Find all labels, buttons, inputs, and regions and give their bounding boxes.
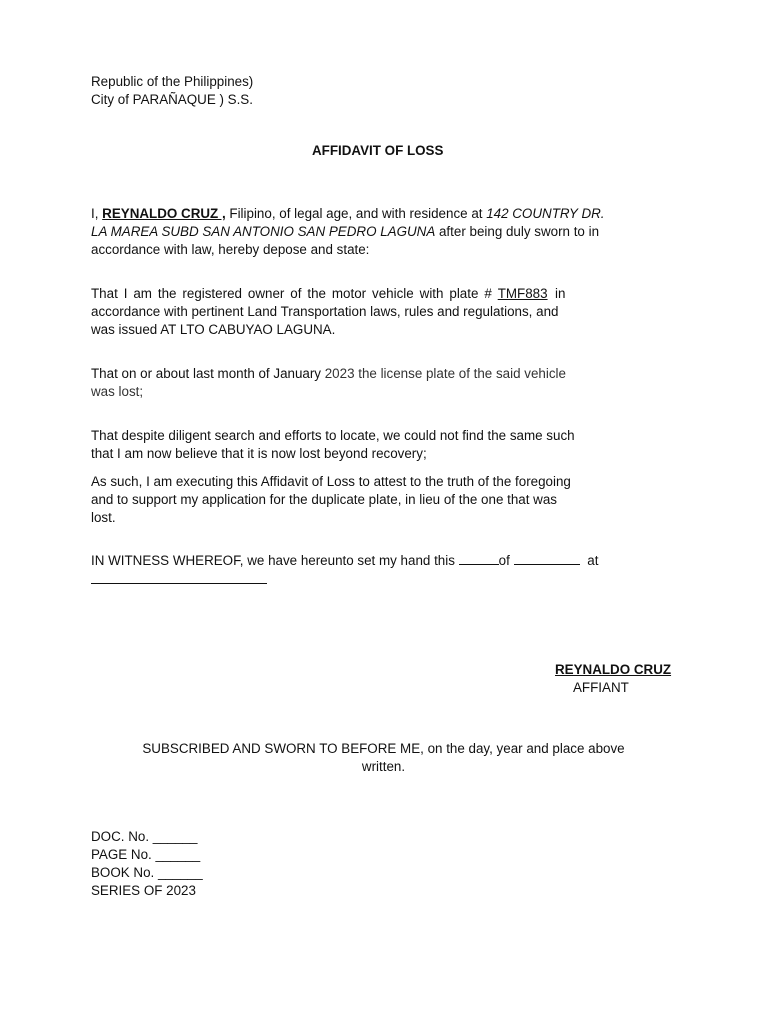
para1-prefix: I, — [91, 206, 103, 221]
para3-part1: That on or about last month of January — [91, 366, 325, 381]
para5-line3: lost. — [91, 510, 116, 525]
page-number: PAGE No. ______ — [91, 847, 201, 862]
jurat — [112, 740, 655, 776]
para3-line1 — [91, 365, 566, 383]
place-blank[interactable] — [91, 583, 267, 584]
month-blank[interactable] — [514, 552, 580, 565]
affiant-label: AFFIANT — [573, 680, 629, 695]
jurat-line2: written. — [361, 759, 406, 774]
para2-part1: That I am the registered owner of the motor vehicle with plate # — [91, 286, 498, 301]
para1-line1 — [91, 205, 605, 223]
affiant-name-inline: REYNALDO CRUZ , — [102, 206, 226, 221]
para1-after-address: after being duly sworn to in — [435, 224, 600, 239]
address-line1: 142 COUNTRY DR. — [486, 206, 605, 221]
para2-line3: was issued AT LTO CABUYAO LAGUNA. — [91, 322, 336, 337]
para5-line2: and to support my application for the duplicate plate, in lieu of the one that was — [91, 492, 557, 507]
jurat-line1: SUBSCRIBED AND SWORN TO BEFORE ME, on the day, year and place above — [142, 741, 625, 756]
witness-part3: at — [583, 553, 599, 568]
book-number: BOOK No. ______ — [91, 865, 203, 880]
para2-line1 — [91, 285, 677, 303]
series-year: SERIES OF 2023 — [91, 883, 196, 898]
document-title: AFFIDAVIT OF LOSS — [312, 143, 444, 158]
header-city: City of PARAÑAQUE ) S.S. — [91, 92, 253, 107]
loss-year: 2023 — [324, 366, 355, 381]
address-line2: LA MAREA SUBD SAN ANTONIO SAN PEDRO LAGUNA — [91, 224, 436, 239]
para1-line2 — [91, 223, 599, 241]
para2-line2: accordance with pertinent Land Transportation laws, rules and regulations, and — [91, 304, 559, 319]
para3-line2: was lost; — [91, 384, 144, 399]
para2-part2: in — [547, 286, 566, 301]
witness-part1: IN WITNESS WHEREOF, we have hereunto set my hand this — [91, 553, 459, 568]
plate-number: TMF883 — [497, 286, 548, 301]
para1-mid: Filipino, of legal age, and with residence at — [225, 206, 487, 221]
para4-line2: that I am now believe that it is now lost beyond recovery; — [91, 446, 427, 461]
para4-line1: That despite diligent search and efforts to locate, we could not find the same such — [91, 428, 575, 443]
para1-line3: accordance with law, hereby depose and state: — [91, 242, 370, 257]
para5-line1: As such, I am executing this Affidavit of Loss to attest to the truth of the foregoing — [91, 474, 571, 489]
para3-part2: the license plate of the said vehicle — [354, 366, 566, 381]
header-republic: Republic of the Philippines) — [91, 74, 254, 89]
day-blank[interactable] — [459, 552, 499, 565]
witness-part2: of — [498, 553, 514, 568]
doc-number: DOC. No. ______ — [91, 829, 198, 844]
witness-line — [91, 552, 598, 570]
affiant-signature-name: REYNALDO CRUZ — [555, 662, 672, 677]
